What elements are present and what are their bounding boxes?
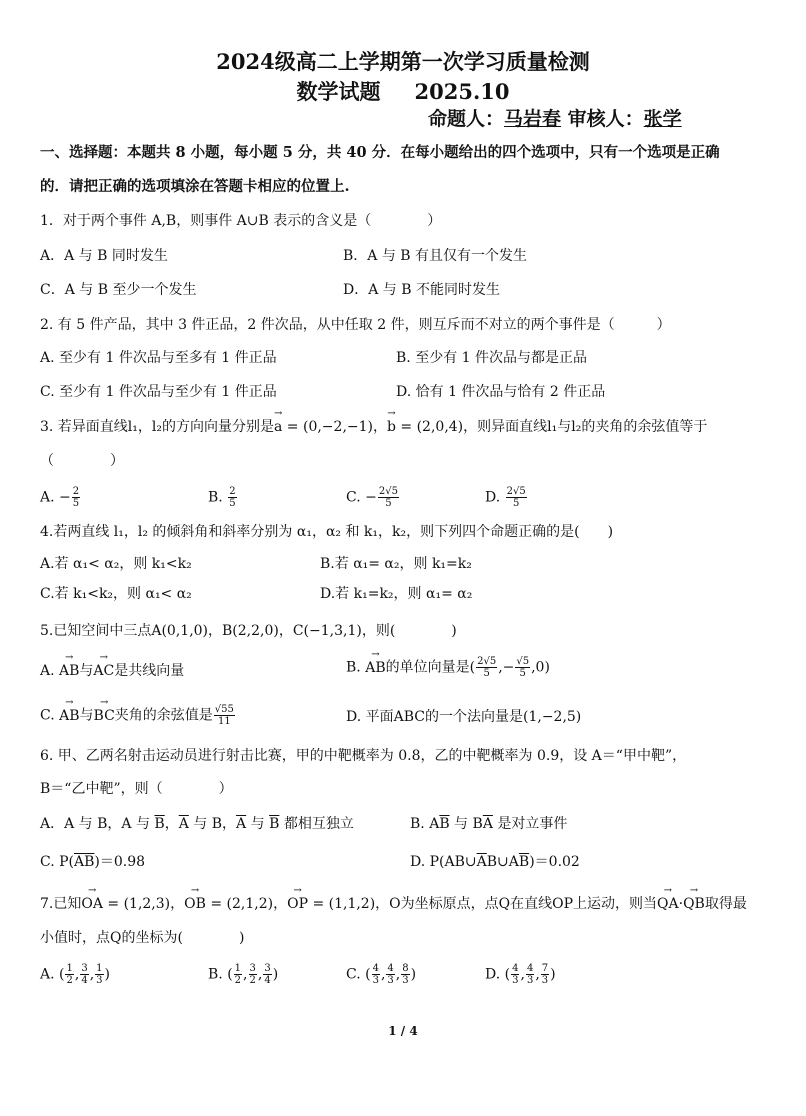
denominator: 4 xyxy=(264,975,271,986)
vector-bc: → BC xyxy=(94,708,115,724)
q7-stem-tail: 取得最 xyxy=(704,896,747,912)
exam-subtitle xyxy=(0,76,806,106)
fraction xyxy=(541,963,549,986)
vector-ob: → OB xyxy=(184,896,206,912)
fraction xyxy=(234,963,242,986)
option-text: A．A 与 B，A 与 xyxy=(40,816,155,832)
fraction xyxy=(214,704,235,727)
q7-option-b: B. ( $\frac{1}{2}$ , $\frac{3}{2}$ , $\frac{3}{4}$ ) xyxy=(208,963,279,986)
vector-ab: → AB xyxy=(365,660,385,676)
denominator: 5 xyxy=(385,498,392,509)
q2-stem: 2. 有 5 件产品，其中 3 件正品，2 件次品，从中任取 2 件，则互斥而不对立的两个事件是（ ） xyxy=(40,317,671,333)
option-label: C. xyxy=(346,966,361,983)
exam-title: 2024级高二上学期第一次学习质量检测 xyxy=(216,49,590,74)
option-text: 夹角的余弦值是 xyxy=(114,707,213,724)
fraction xyxy=(263,963,271,986)
denominator: 3 xyxy=(402,975,409,986)
numerator: 7 xyxy=(541,963,549,974)
numerator: 2 xyxy=(72,486,80,497)
option-text: 与 B xyxy=(449,816,483,832)
q2-option-c: C. 至少有 1 件次品与至少有 1 件正品 xyxy=(40,384,277,400)
numerator: 1 xyxy=(96,963,103,974)
option-label: A. xyxy=(40,663,55,679)
denominator: 3 xyxy=(96,975,103,986)
vector-ab: → AB xyxy=(59,708,79,724)
q7-option-a: A. ( $\frac{1}{2}$ , $\frac{3}{4}$ , $\frac{1}{3}$ ) xyxy=(40,963,110,986)
numerator: 4 xyxy=(387,963,394,974)
q4-stem: 4.若两直线 l₁，l₂ 的倾斜角和斜率分别为 α₁，α₂ 和 k₁，k₂，则下列四个命题正确的是( ) xyxy=(40,524,614,540)
denominator: 2 xyxy=(66,975,73,986)
reviewer-name: 张学 xyxy=(643,108,682,130)
q6-option-c xyxy=(40,851,145,871)
q7-stem-line1 xyxy=(40,893,747,913)
option-label: A. xyxy=(40,966,55,983)
q7-option-c: C. ( $\frac{4}{3}$ , $\frac{4}{3}$ , $\frac{8}{3}$ ) xyxy=(346,963,417,986)
q4-option-d: D.若 k₁=k₂，则 α₁= α₂ xyxy=(320,586,473,602)
complement-b: $\overline{B}$ xyxy=(518,854,530,870)
denominator: 5 xyxy=(513,498,520,509)
fraction xyxy=(401,963,409,986)
q3-stem xyxy=(40,416,707,436)
denominator: 3 xyxy=(372,975,379,986)
q6-stem-line1: 6. 甲、乙两名射击运动员进行射击比赛，甲的中靶概率为 0.8，乙的中靶概率为 0.9，设 A＝“甲中靶”， xyxy=(40,748,687,764)
numerator: 2√5 xyxy=(378,486,398,497)
q3-vector-a-value: = (0,−2,−1)， xyxy=(282,419,387,435)
option-label: D. xyxy=(485,489,501,506)
complement-b: $\overline{B}$ xyxy=(439,816,450,832)
numerator: 1 xyxy=(234,963,242,974)
fraction xyxy=(249,963,257,986)
q7-prefix: 7.已知 xyxy=(40,896,82,912)
section-heading-line2: 的．请把正确的选项填涂在答题卡相应的位置上. xyxy=(40,178,350,195)
q7-op-value: = (1,1,2)，O为坐标原点，点Q在直线OP上运动，则当 xyxy=(308,896,658,912)
option-text: B. A xyxy=(410,816,440,832)
denominator: 3 xyxy=(526,975,534,986)
q3-stem-text: 3. 若异面直线l₁，l₂的方向向量分别是 xyxy=(40,419,274,435)
option-text: 的单位向量是( xyxy=(385,659,476,676)
fraction xyxy=(65,963,73,986)
separator: ， xyxy=(164,816,179,832)
q1-option-c: C．A 与 B 至少一个发生 xyxy=(40,282,197,298)
setter-name: 马岩春 xyxy=(504,108,562,130)
option-label: C. − xyxy=(346,489,377,506)
subject-title: 数学试题 xyxy=(296,79,381,104)
option-text: 与 xyxy=(246,816,270,832)
connector: 与 xyxy=(79,663,94,679)
option-text: C. P( xyxy=(40,854,74,870)
q5-option-b xyxy=(346,656,550,679)
numerator: 2 xyxy=(229,486,236,497)
q7-stem-line2: 小值时，点Q的坐标为( ) xyxy=(40,930,245,946)
fraction xyxy=(476,656,497,679)
q5-stem: 5.已知空间中三点A(0,1,0)，B(2,2,0)，C(−1,3,1)，则( ) xyxy=(40,623,457,639)
q4-option-a: A.若 α₁< α₂，则 k₁<k₂ xyxy=(40,556,192,572)
q5-option-d: D. 平面ABC的一个法向量是(1,−2,5) xyxy=(346,709,582,725)
denominator: 4 xyxy=(81,975,88,986)
numerator: 1 xyxy=(66,963,73,974)
q5-option-a xyxy=(40,660,184,680)
denominator: 11 xyxy=(217,716,231,727)
denominator: 5 xyxy=(229,498,236,509)
option-label: B. xyxy=(208,966,223,983)
q6-option-d xyxy=(410,851,580,871)
q5-option-c xyxy=(40,704,236,727)
numerator: 4 xyxy=(526,963,534,974)
numerator: √5 xyxy=(516,656,530,667)
q3-stem-tail: = (2,0,4)，则异面直线l₁与l₂的夹角的余弦值等于 xyxy=(395,419,708,435)
numerator: √55 xyxy=(214,704,234,715)
fraction xyxy=(386,963,394,986)
q7-oa-value: = (1,2,3)， xyxy=(102,896,185,912)
separator: ,− xyxy=(498,659,515,676)
fraction xyxy=(95,963,103,986)
numerator: 3 xyxy=(81,963,88,974)
reviewer-label: 审核人： xyxy=(567,108,644,130)
complement-b: $\overline{B}$ xyxy=(84,854,95,870)
numerator: 2√5 xyxy=(506,486,526,497)
option-text: B∪A xyxy=(486,854,519,870)
complement-a: $\overline{A}$ xyxy=(236,816,247,832)
fraction xyxy=(515,656,530,679)
q1-option-d: D．A 与 B 不能同时发生 xyxy=(343,282,500,298)
denominator: 3 xyxy=(387,975,394,986)
vector-op: → OP xyxy=(287,896,308,912)
q1-stem: 1．对于两个事件 A,B，则事件 A∪B 表示的含义是（ ） xyxy=(40,213,442,229)
option-label: B. xyxy=(346,659,361,676)
authors-line xyxy=(428,104,682,131)
q7-ob-value: = (2,1,2)， xyxy=(205,896,288,912)
vector-qb: → QB xyxy=(683,896,705,912)
option-text: 与 B， xyxy=(188,816,237,832)
complement-a: $\overline{A}$ xyxy=(178,816,189,832)
q3-option-d xyxy=(485,486,528,509)
vector-qa: → QA xyxy=(657,896,679,912)
q3-stem-cont: （ ） xyxy=(40,453,124,469)
option-text-tail: )＝0.02 xyxy=(529,854,580,870)
numerator: 4 xyxy=(372,963,379,974)
q4-option-b: B.若 α₁= α₂，则 k₁=k₂ xyxy=(320,556,472,572)
q4-option-c: C.若 k₁<k₂，则 α₁< α₂ xyxy=(40,586,192,602)
fraction xyxy=(72,486,80,509)
fraction xyxy=(506,486,527,509)
q1-option-b: B．A 与 B 有且仅有一个发生 xyxy=(343,248,528,264)
denominator: 5 xyxy=(483,668,490,679)
numerator: 2√5 xyxy=(477,656,497,667)
option-label: A. − xyxy=(40,489,71,506)
denominator: 3 xyxy=(512,975,519,986)
exam-date: 2025.10 xyxy=(414,79,510,104)
fraction xyxy=(378,486,399,509)
dot-operator: · xyxy=(678,896,684,912)
setter-label: 命题人： xyxy=(428,108,505,130)
fraction xyxy=(526,963,534,986)
q2-option-b: B. 至少有 1 件次品与都是正品 xyxy=(396,350,587,366)
option-text-tail: )＝0.98 xyxy=(94,854,146,870)
complement-a: $\overline{A}$ xyxy=(482,816,493,832)
complement-b: $\overline{B}$ xyxy=(154,816,165,832)
q3-option-b xyxy=(208,486,238,509)
option-text-tail: 都相互独立 xyxy=(279,816,354,832)
vector-a: → a xyxy=(274,419,282,435)
option-text: D. P(AB∪ xyxy=(410,854,477,870)
fraction xyxy=(228,486,236,509)
denominator: 2 xyxy=(234,975,242,986)
q6-option-b xyxy=(410,813,567,833)
denominator: 5 xyxy=(72,498,80,509)
q6-option-a xyxy=(40,813,354,833)
numerator: 3 xyxy=(264,963,271,974)
option-text-tail: ,0) xyxy=(531,659,550,676)
vector-oa: → OA xyxy=(81,896,103,912)
fraction xyxy=(372,963,380,986)
fraction xyxy=(511,963,519,986)
option-label: C. xyxy=(40,707,55,724)
complement-a: $\overline{A}$ xyxy=(74,854,85,870)
option-label: B. xyxy=(208,489,223,506)
q6-stem-line2: B＝“乙中靶”，则（ ） xyxy=(40,781,233,797)
numerator: 4 xyxy=(512,963,519,974)
connector: 与 xyxy=(79,707,94,724)
q2-option-a: A. 至少有 1 件次品与至多有 1 件正品 xyxy=(40,350,277,366)
vector-ab: → AB xyxy=(59,663,79,679)
vector-b: → b xyxy=(387,419,396,435)
q1-option-a: A．A 与 B 同时发生 xyxy=(40,248,168,264)
numerator: 8 xyxy=(402,963,409,974)
option-text-tail: 是对立事件 xyxy=(492,816,568,832)
numerator: 3 xyxy=(249,963,256,974)
denominator: 5 xyxy=(519,668,526,679)
q3-option-c xyxy=(346,486,400,509)
complement-a: $\overline{A}$ xyxy=(476,854,487,870)
denominator: 3 xyxy=(541,975,549,986)
section-heading-line1: 一、选择题：本题共 8 小题，每小题 5 分，共 40 分．在每小题给出的四个选项中，只有一个选项是正确 xyxy=(40,144,720,161)
complement-b: $\overline{B}$ xyxy=(269,816,280,832)
q2-option-d: D. 恰有 1 件次品与恰有 2 件正品 xyxy=(396,384,606,400)
vector-ac: → AC xyxy=(93,663,114,679)
q7-option-d: D. ( $\frac{4}{3}$ , $\frac{4}{3}$ , $\frac{7}{3}$ ) xyxy=(485,963,556,986)
fraction xyxy=(80,963,88,986)
option-label: D. xyxy=(485,966,501,983)
denominator: 2 xyxy=(249,975,256,986)
q3-option-a xyxy=(40,486,81,509)
option-text: 是共线向量 xyxy=(114,663,185,679)
page-number: 1 / 4 xyxy=(388,1024,418,1038)
